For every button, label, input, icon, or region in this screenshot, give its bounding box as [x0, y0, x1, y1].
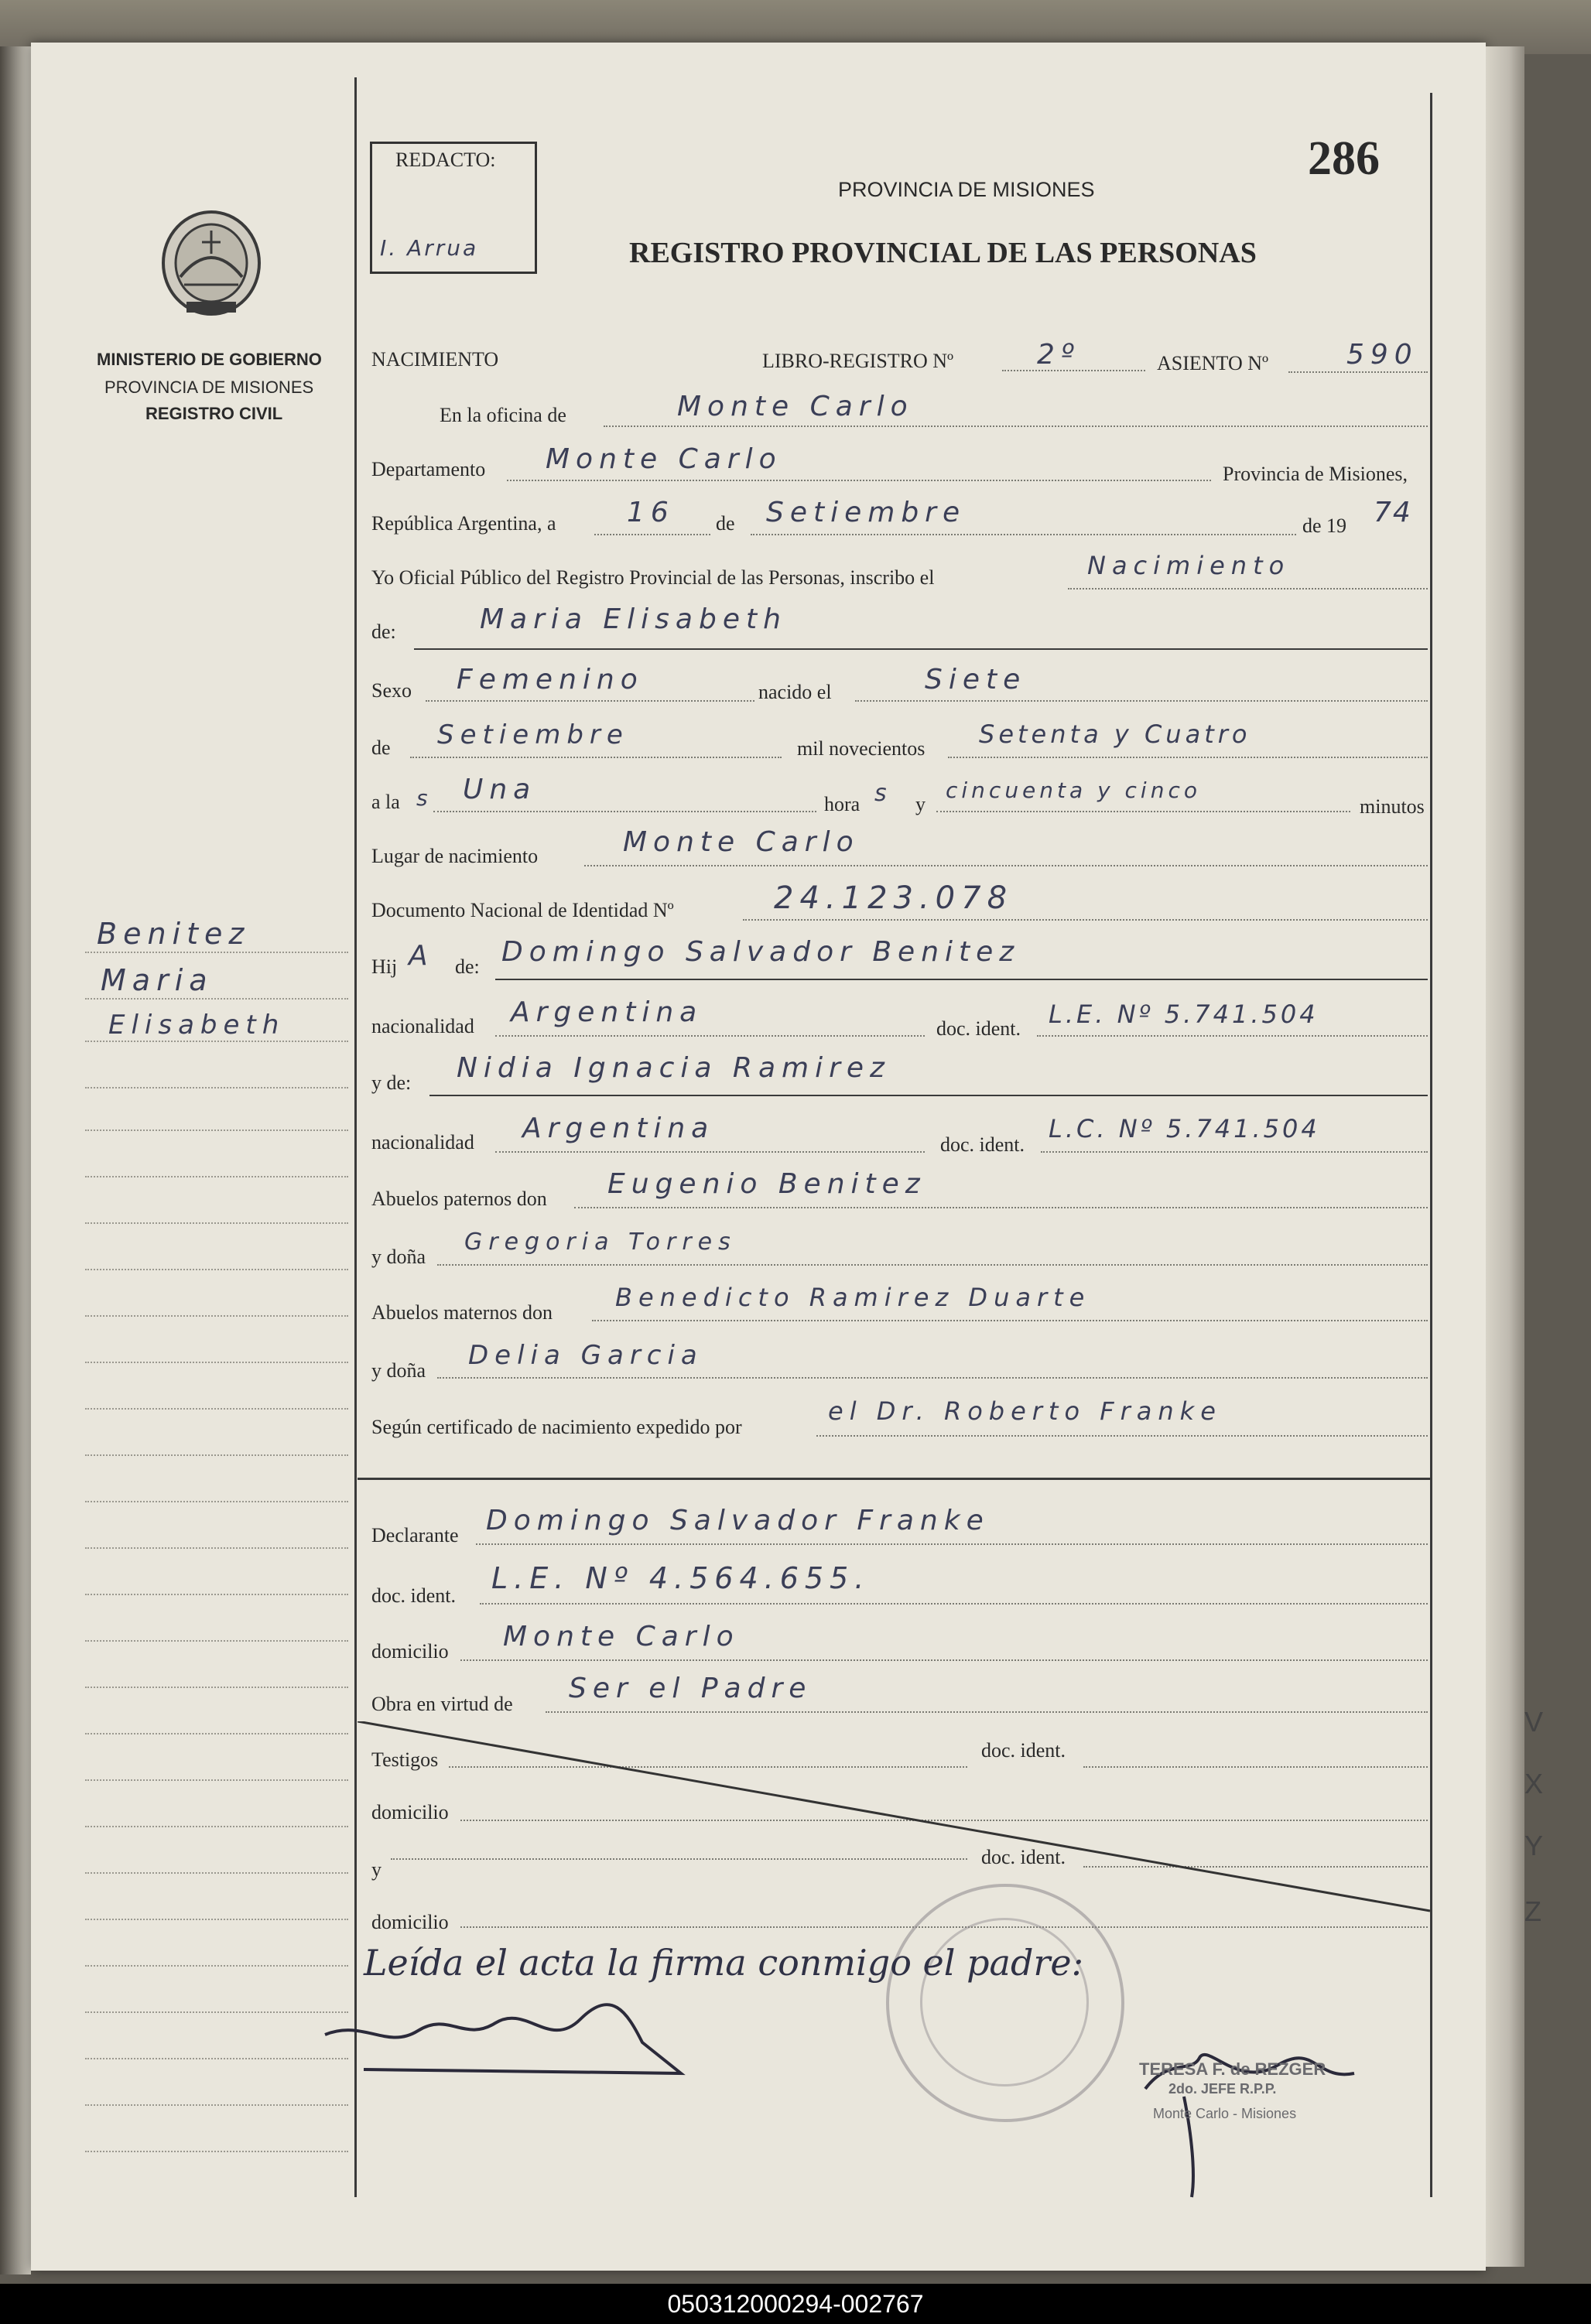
y-label: y: [915, 793, 926, 815]
margin-line: [85, 2104, 348, 2106]
obra-value: Ser el Padre: [569, 1673, 813, 1704]
official-round-stamp: [886, 1884, 1124, 2122]
declarante-doc-line: [480, 1603, 1428, 1605]
asiento-label: ASIENTO Nº: [1157, 352, 1269, 374]
father-nac-label: nacionalidad: [371, 1015, 474, 1037]
yde-label: y de:: [371, 1071, 412, 1094]
oficina-value: Monte Carlo: [677, 391, 914, 422]
hora-value: Una: [463, 774, 537, 805]
section-divider: [358, 1478, 1430, 1480]
hij-label: Hij: [371, 955, 398, 978]
domicilio-label: domicilio: [371, 1640, 449, 1663]
mother-nac-line: [495, 1151, 925, 1153]
index-letter-z: Z: [1524, 1895, 1541, 1927]
margin-line: [85, 1222, 348, 1224]
minutos-label: minutos: [1360, 795, 1425, 818]
sexo-line: [426, 700, 754, 702]
month2-value: Setiembre: [437, 719, 629, 750]
margin-line: [85, 1130, 348, 1131]
stamp-place: Monte Carlo - Misiones: [1153, 2106, 1297, 2121]
father-nac-value: Argentina: [511, 996, 703, 1028]
mother-doc-value: L.C. Nº 5.741.504: [1049, 1114, 1320, 1143]
document-page: [31, 43, 1486, 2271]
declarante-line: [476, 1543, 1428, 1545]
nacido-label: nacido el: [758, 681, 832, 703]
year-prefix: de 19: [1302, 514, 1347, 537]
index-letter-x: X: [1524, 1768, 1544, 1799]
departamento-label: Departamento: [371, 458, 486, 480]
index-letter-y: Y: [1524, 1830, 1544, 1861]
testigos-label: Testigos: [371, 1748, 439, 1771]
redacto-label: REDACTO:: [395, 149, 496, 171]
margin-line: [85, 1872, 348, 1874]
margin-line: [85, 1826, 348, 1827]
mil-label: mil novecientos: [797, 737, 926, 760]
abuelos-pat-label: Abuelos paternos don: [371, 1188, 547, 1210]
hora-line: [433, 811, 816, 812]
declarante-value: Domingo Salvador Franke: [486, 1505, 990, 1536]
minutos-line: [936, 811, 1350, 812]
margin-line: [85, 998, 348, 1000]
left-column-rule: [354, 77, 357, 2197]
sexo-value: Femenino: [457, 664, 644, 695]
abuela-mat-line: [437, 1377, 1428, 1379]
father-doc-label: doc. ident.: [936, 1017, 1021, 1040]
page-number: 286: [1308, 132, 1380, 185]
margin-line: [85, 2011, 348, 2013]
margin-line: [85, 1269, 348, 1270]
abuelo-pat-line: [574, 1207, 1428, 1208]
registry-heading: REGISTRO PROVINCIAL DE LAS PERSONAS: [629, 237, 1257, 269]
margin-line: [85, 1315, 348, 1317]
segun-line: [816, 1435, 1428, 1437]
mil-line: [948, 757, 1428, 758]
oficial-text: Yo Oficial Público del Registro Provincial de las Personas, inscribo el: [371, 566, 935, 589]
mother-doc-line: [1041, 1151, 1428, 1153]
ala-label: a la: [371, 791, 400, 813]
closing-note: Leída el acta la firma conmigo el padre:: [364, 1942, 1084, 1984]
father-value: Domingo Salvador Benitez: [501, 936, 1021, 968]
child-name-value: Maria Elisabeth: [480, 603, 787, 635]
margin-line: [85, 2151, 348, 2152]
mother-underline: [429, 1095, 1428, 1096]
margin-line: [85, 1408, 348, 1410]
margin-line: [85, 1919, 348, 1920]
de-label: de: [716, 512, 735, 535]
sexo-label: Sexo: [371, 679, 412, 702]
abuela-pat-value: Gregoria Torres: [464, 1229, 737, 1256]
domicilio-value: Monte Carlo: [503, 1621, 740, 1652]
oficina-line: [604, 425, 1428, 427]
redacto-box: [370, 142, 537, 274]
day-line: [594, 534, 710, 535]
ydona-mat-label: y doña: [371, 1359, 426, 1382]
y2-label: y: [371, 1858, 381, 1881]
province-label: PROVINCIA DE MISIONES: [104, 378, 314, 397]
name-underline: [414, 648, 1428, 650]
margin-line: [85, 2058, 348, 2059]
oficina-label: En la oficina de: [440, 404, 566, 426]
hora-suffix: s: [874, 780, 887, 807]
testigo1-domicilio-label: domicilio: [371, 1801, 449, 1823]
ministry-label: MINISTERIO DE GOBIERNO: [97, 350, 322, 369]
civil-registry-label: REGISTRO CIVIL: [145, 404, 283, 423]
margin-line: [85, 1087, 348, 1089]
nacido-value: Siete: [925, 664, 1027, 695]
ydona-pat-label: y doña: [371, 1246, 426, 1268]
margin-line: [85, 1454, 348, 1456]
year-suffix: 74: [1374, 497, 1412, 528]
hij-de-label: de:: [455, 955, 480, 978]
libro-value: 2º: [1037, 339, 1080, 371]
de2-label: de: [371, 737, 391, 759]
oficial-line: [1068, 588, 1428, 590]
margin-line: [85, 1594, 348, 1595]
dni-value: 24.123.078: [774, 880, 1014, 916]
margin-surname: Benitez: [97, 917, 251, 951]
asiento-line: [1288, 371, 1428, 373]
abuelo-mat-line: [592, 1320, 1428, 1321]
month-line: [751, 534, 1296, 535]
previous-page-edge: [0, 46, 31, 2274]
margin-line: [85, 1501, 348, 1502]
testigo1-doc-label: doc. ident.: [981, 1739, 1066, 1762]
lugar-line: [584, 865, 1428, 866]
nacido-line: [855, 700, 1428, 702]
margin-first-name: Maria: [101, 963, 214, 997]
mother-value: Nidia Ignacia Ramirez: [457, 1052, 891, 1084]
declarante-label: Declarante: [371, 1524, 459, 1546]
month-value: Setiembre: [766, 497, 967, 528]
republica-label: República Argentina, a: [371, 512, 556, 535]
mil-value: Setenta y Cuatro: [979, 719, 1251, 749]
margin-line: [85, 1176, 348, 1177]
margin-line: [85, 1779, 348, 1781]
abuelos-mat-label: Abuelos maternos don: [371, 1301, 553, 1324]
asiento-value: 590: [1346, 339, 1418, 371]
margin-line: [85, 1547, 348, 1549]
margin-line: [85, 952, 348, 953]
domicilio-line: [460, 1659, 1428, 1661]
margin-second-name: Elisabeth: [108, 1010, 286, 1041]
cancel-strike-line: [358, 1721, 1433, 1915]
province-seal-icon: [157, 207, 265, 323]
segun-value: el Dr. Roberto Franke: [828, 1396, 1222, 1426]
minutos-value: cincuenta y cinco: [946, 778, 1201, 803]
ala-suffix: s: [416, 785, 428, 811]
departamento-line: [507, 480, 1211, 481]
hij-suffix: A: [409, 940, 428, 972]
hora-label: hora: [824, 793, 861, 815]
margin-line: [85, 1965, 348, 1967]
month2-line: [410, 757, 782, 758]
nacimiento-label: NACIMIENTO: [371, 348, 499, 371]
testigo2-domicilio-label: domicilio: [371, 1911, 449, 1933]
province-heading: PROVINCIA DE MISIONES: [838, 178, 1095, 201]
dni-line: [743, 919, 1428, 921]
redacto-value: I. Arrua: [380, 235, 479, 261]
segun-label: Según certificado de nacimiento expedido por: [371, 1416, 742, 1438]
declarante-doc-value: L.E. Nº 4.564.655.: [491, 1561, 871, 1595]
provincia-misiones-label: Provincia de Misiones,: [1223, 463, 1408, 485]
day-value: 16: [627, 497, 675, 528]
de-name-label: de:: [371, 620, 396, 643]
libro-label: LIBRO-REGISTRO Nº: [762, 350, 954, 372]
lugar-label: Lugar de nacimiento: [371, 845, 539, 867]
oficial-value: Nacimiento: [1087, 551, 1291, 580]
abuela-mat-value: Delia Garcia: [468, 1340, 703, 1371]
stamp-name: TERESA F. de REZGER: [1139, 2059, 1326, 2079]
index-letter-v: V: [1524, 1706, 1544, 1738]
father-underline: [495, 979, 1428, 980]
margin-line: [85, 1041, 348, 1042]
abuelo-pat-value: Eugenio Benitez: [607, 1168, 926, 1200]
father-nac-line: [495, 1035, 925, 1037]
declarant-signature: [317, 1988, 704, 2089]
testigo2-doc-label: doc. ident.: [981, 1846, 1066, 1868]
margin-line: [85, 1362, 348, 1363]
declarante-doc-label: doc. ident.: [371, 1584, 457, 1607]
obra-line: [546, 1711, 1428, 1713]
margin-line: [85, 1733, 348, 1734]
stamp-title: 2do. JEFE R.P.P.: [1168, 2081, 1277, 2097]
abuela-pat-line: [437, 1264, 1428, 1266]
lugar-value: Monte Carlo: [623, 826, 860, 858]
obra-label: Obra en virtud de: [371, 1693, 513, 1715]
mother-nac-value: Argentina: [522, 1112, 715, 1144]
father-doc-line: [1037, 1035, 1428, 1037]
abuelo-mat-value: Benedicto Ramirez Duarte: [615, 1283, 1091, 1312]
dni-label: Documento Nacional de Identidad Nº: [371, 899, 674, 921]
departamento-value: Monte Carlo: [546, 443, 782, 475]
footer-id: 050312000294-002767: [667, 2290, 924, 2318]
mother-doc-label: doc. ident.: [940, 1133, 1025, 1156]
mother-nac-label: nacionalidad: [371, 1131, 474, 1153]
father-doc-value: L.E. Nº 5.741.504: [1049, 1000, 1319, 1029]
margin-line: [85, 1640, 348, 1642]
page-stack-edge: [1486, 46, 1524, 2267]
margin-line: [85, 1687, 348, 1688]
footer-id-bar: [0, 2284, 1591, 2324]
